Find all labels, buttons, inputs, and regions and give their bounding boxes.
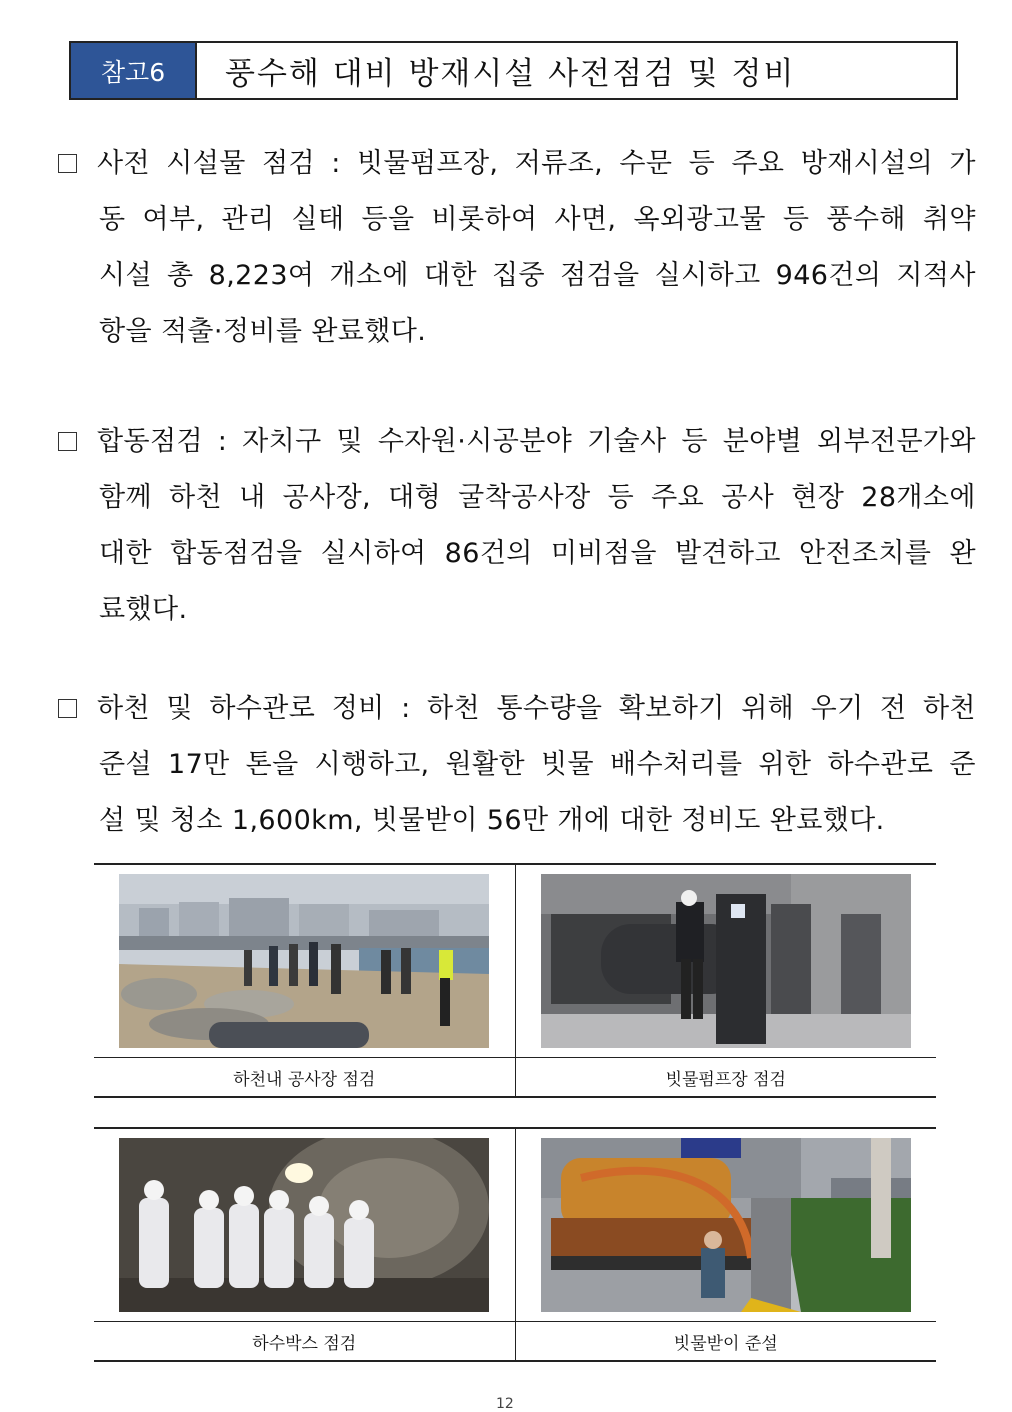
word: 대형: [388, 482, 442, 513]
photo-pump-station: [541, 874, 911, 1048]
word: 실시하여: [320, 538, 427, 569]
word: 배수처리를: [610, 749, 743, 780]
section-line: [99, 470, 976, 526]
word: 사면,: [554, 204, 617, 235]
page-title: 풍수해 대비 방재시설 사전점검 및 정비: [225, 56, 796, 92]
word: 등: [688, 148, 716, 179]
word: 비롯하여: [431, 204, 538, 235]
word: 및: [166, 693, 193, 724]
photo-sewer-box: [119, 1138, 489, 1312]
word: 취약: [922, 204, 976, 235]
word: 합동점검을: [170, 538, 303, 569]
photo-river-construction: [119, 874, 489, 1048]
word: 하천: [922, 693, 976, 724]
word: 집중: [492, 260, 546, 291]
word: 분야별: [722, 426, 803, 457]
section-line: [99, 248, 976, 304]
word: 17만: [167, 749, 230, 780]
word: :: [331, 148, 341, 179]
word: 하수관로: [827, 749, 934, 780]
word: 총: [167, 260, 194, 291]
word: 자치구: [242, 426, 322, 457]
word: 공사: [721, 482, 775, 513]
word: 공사장,: [282, 482, 372, 513]
word: 대한: [424, 260, 477, 291]
section-line: [97, 681, 976, 737]
section-line: 설 및 청소 1,600km, 빗물받이 56만 개에 대한 정비도 완료했다.: [99, 805, 885, 836]
word: 등: [782, 204, 810, 235]
photo-table: [94, 1127, 936, 1362]
title-box: [69, 41, 958, 100]
photo-caption: 빗물펌프장 점검: [665, 1069, 786, 1090]
word: 방재시설의: [800, 148, 934, 179]
word: 동: [99, 204, 126, 235]
photo-caption: 하수박스 점검: [94, 1322, 516, 1360]
word: 지적사: [896, 260, 976, 291]
word: 준설: [99, 749, 152, 780]
word: 빗물펌프장,: [357, 148, 499, 179]
photo-table: [94, 863, 936, 1098]
section-line: 항을 적출·정비를 완료했다.: [99, 316, 427, 347]
word: 시설: [99, 260, 152, 291]
word: 여부,: [142, 204, 205, 235]
word: 점검을: [560, 260, 640, 291]
word: 위한: [758, 749, 812, 780]
word: :: [217, 426, 228, 457]
word: 안전조치를: [798, 538, 932, 569]
section-joint-inspection: [58, 414, 976, 638]
word: 풍수해: [826, 204, 906, 235]
word: 현장: [791, 482, 845, 513]
section-line: [99, 737, 976, 793]
word: 위해: [741, 693, 795, 724]
word: 원활한: [445, 749, 526, 780]
word: 하천: [169, 482, 222, 513]
word: 저류조,: [514, 148, 604, 179]
word: 빗물: [541, 749, 594, 780]
word: 28개소에: [861, 482, 976, 513]
word: 톤을: [245, 749, 299, 780]
section-river-sewer: [58, 681, 976, 849]
word: 주요: [731, 148, 785, 179]
section-pre-inspection: [58, 136, 976, 360]
word: 및: [336, 426, 363, 457]
photo-caption: 빗물받이 준설: [673, 1333, 778, 1354]
word: 굴착공사장: [458, 482, 591, 513]
word: 등을: [361, 204, 415, 235]
section-line: [99, 192, 976, 248]
word: 준: [949, 749, 976, 780]
word: 옥외광고물: [633, 204, 766, 235]
word: 가: [949, 148, 976, 179]
checkbox-bullet-icon: [58, 699, 77, 718]
word: 외부전문가와: [817, 426, 976, 457]
word: 함께: [99, 482, 152, 513]
word: 내: [239, 482, 266, 513]
word: 합동점검: [97, 426, 203, 457]
word: 대한: [99, 538, 152, 569]
section-line: [97, 136, 976, 192]
word: 완: [949, 538, 976, 569]
reference-tag: 참고6: [71, 43, 197, 98]
word: 관리: [221, 204, 275, 235]
checkbox-bullet-icon: [58, 432, 77, 451]
word: :: [401, 693, 411, 724]
section-line: 료했다.: [99, 594, 188, 625]
word: 점검: [261, 148, 315, 179]
word: 확보하기: [618, 693, 725, 724]
word: 주요: [651, 482, 705, 513]
word: 통수량을: [496, 693, 603, 724]
photo-caption: 하천내 공사장 점검: [94, 1058, 516, 1096]
word: 실태: [291, 204, 345, 235]
word: 8,223여: [208, 260, 315, 291]
page-number: 12: [496, 1396, 514, 1412]
word: 수자원·시공분야: [377, 426, 573, 457]
word: 시설물: [166, 148, 246, 179]
word: 개소에: [329, 260, 409, 291]
word: 실시하고: [654, 260, 761, 291]
word: 하수관로: [209, 693, 316, 724]
word: 하천: [97, 693, 150, 724]
word: 수문: [619, 148, 673, 179]
word: 등: [681, 426, 708, 457]
word: 946건의: [775, 260, 882, 291]
section-line: [99, 526, 976, 582]
word: 우기: [810, 693, 864, 724]
checkbox-bullet-icon: [58, 154, 77, 173]
word: 하천: [427, 693, 481, 724]
section-line: [97, 414, 976, 470]
photo-catch-basin: [541, 1138, 911, 1312]
word: 시행하고,: [314, 749, 430, 780]
word: 정비: [331, 693, 385, 724]
word: 전: [880, 693, 907, 724]
word: 기술사: [587, 426, 667, 457]
word: 발견하고: [674, 538, 781, 569]
word: 86건의: [444, 538, 533, 569]
word: 등: [607, 482, 635, 513]
word: 사전: [97, 148, 150, 179]
word: 미비점을: [550, 538, 657, 569]
